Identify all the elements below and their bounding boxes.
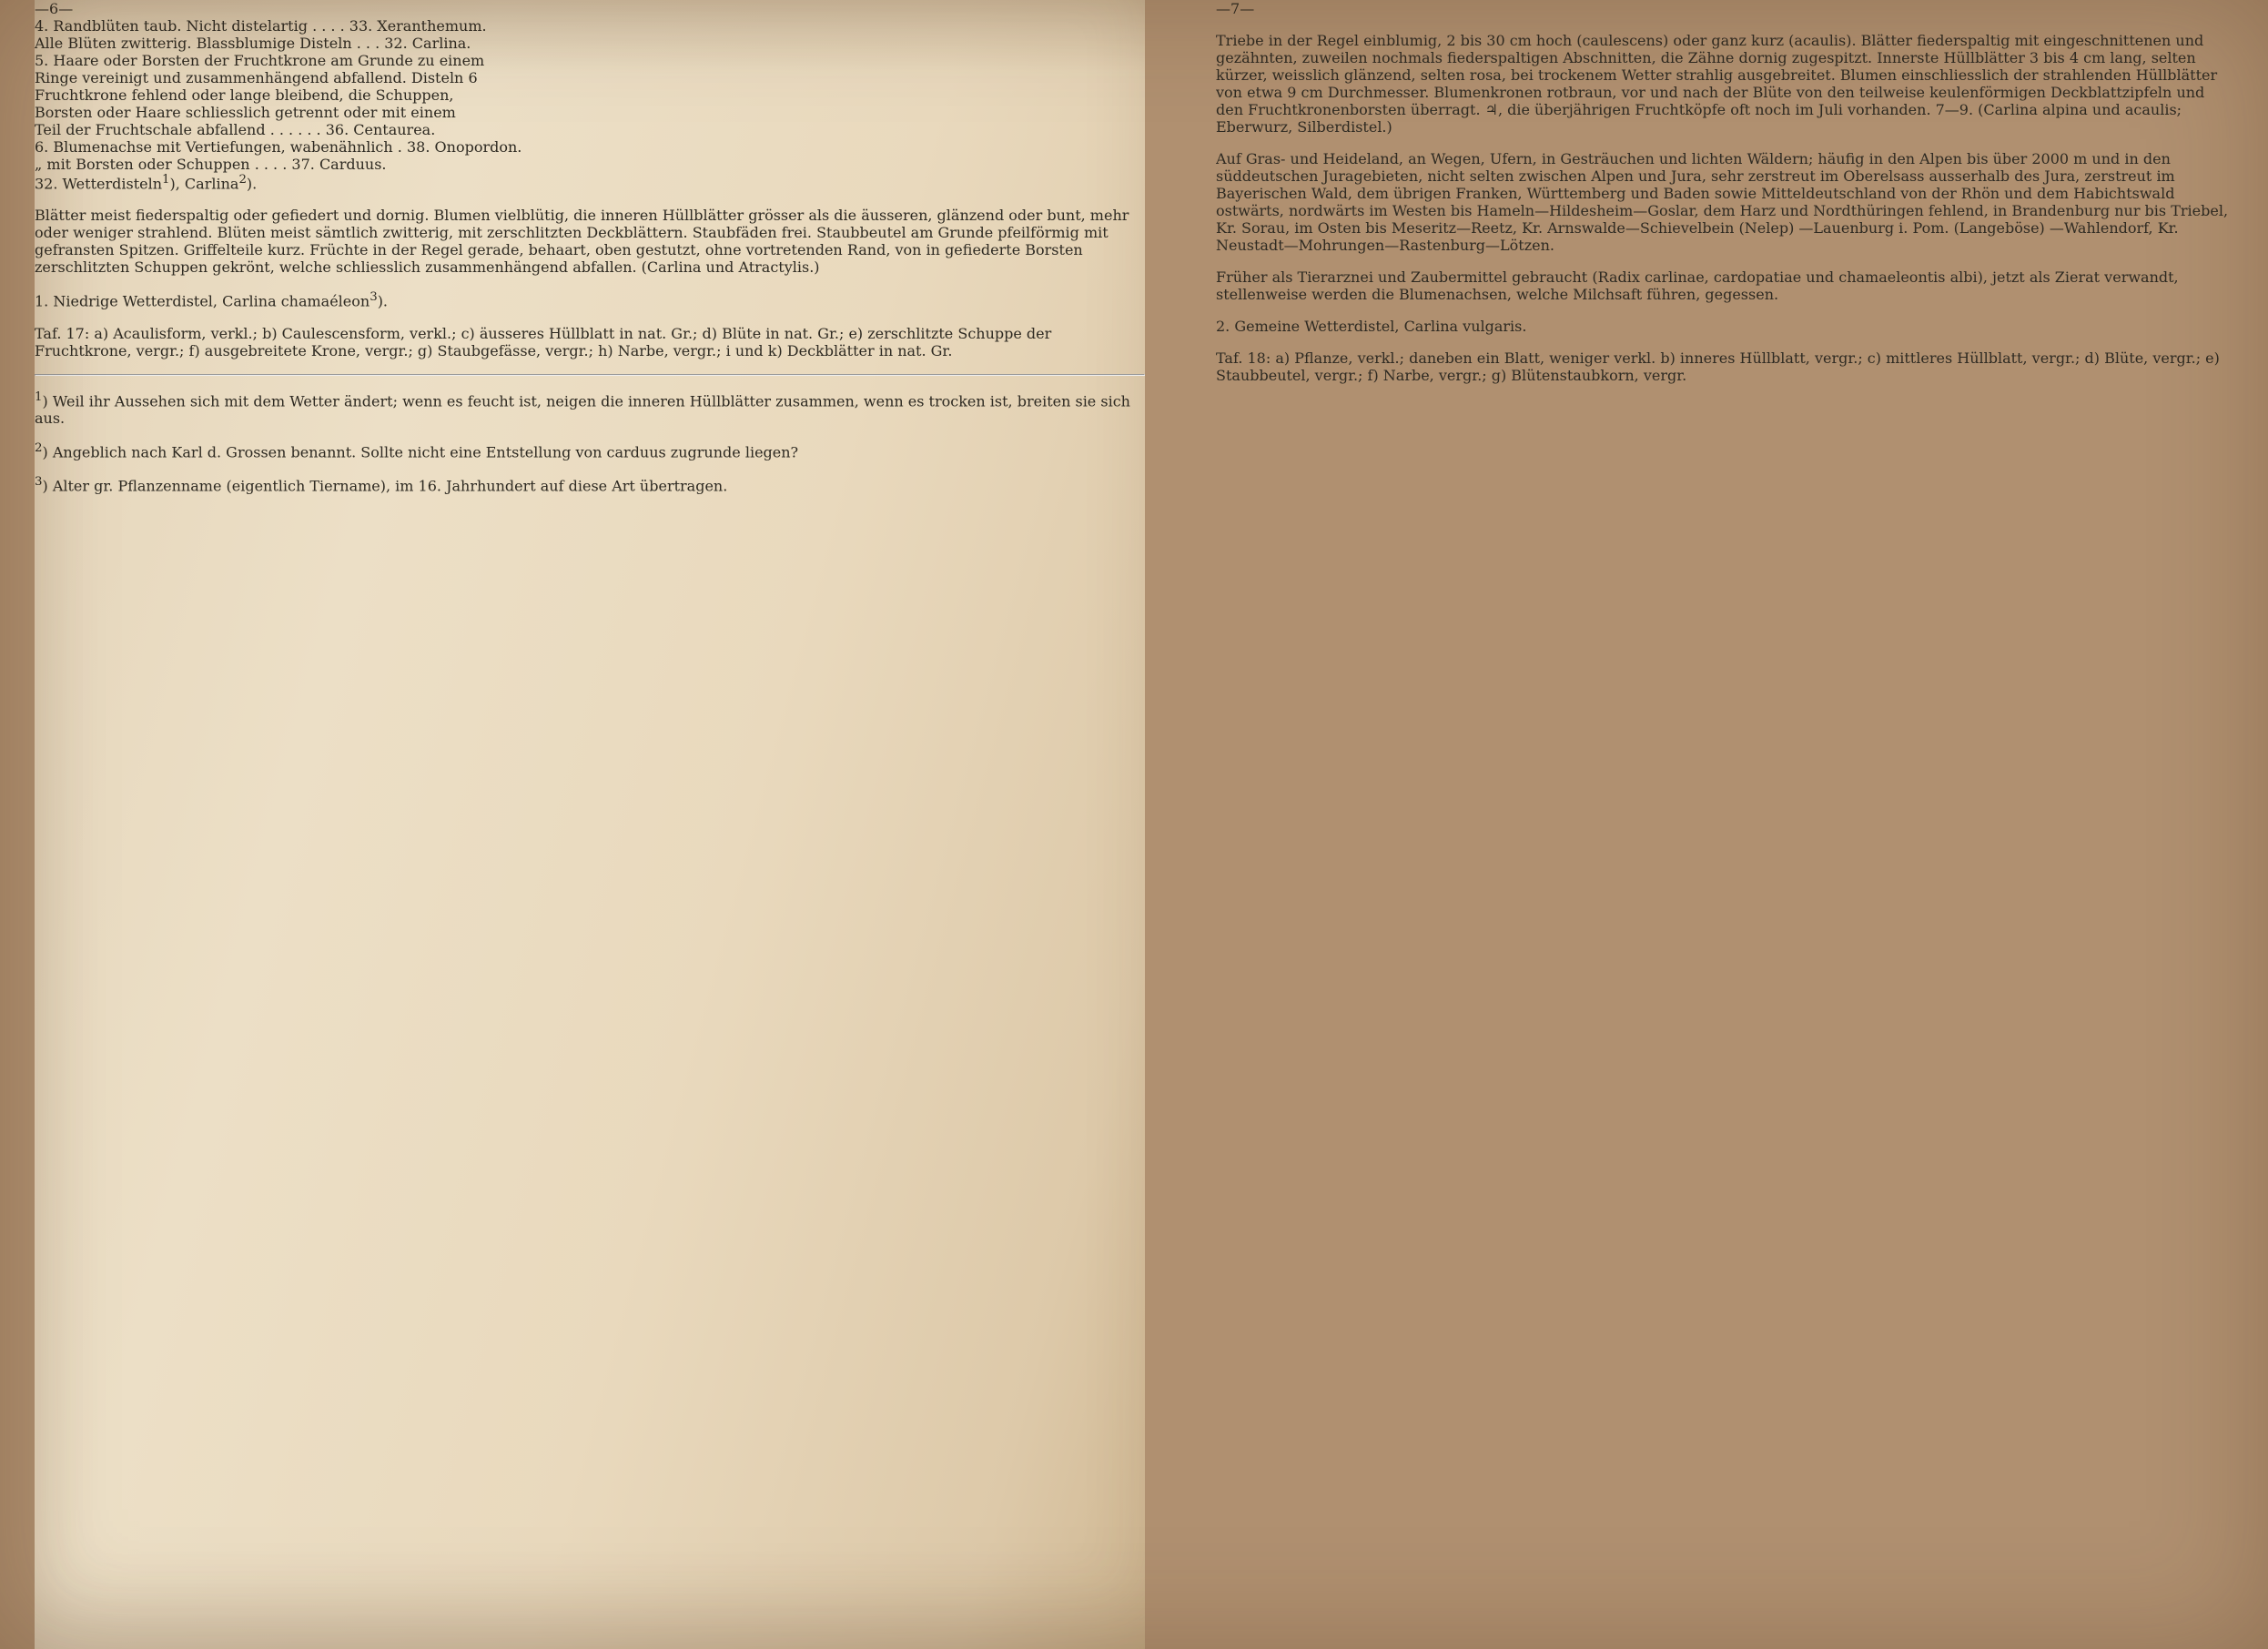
key-dot-leader: . . . . <box>254 156 288 173</box>
key-line <box>35 104 1145 121</box>
footnote-ref-3: 3 <box>370 290 378 305</box>
plate-18-text: a) Pflanze, verkl.; daneben ein Blatt, weniger verkl. b) inneres Hüllblatt, vergr.; c) mittleres Hüllblatt, vergr.; d) Blüte, vergr.; e) Staubbeutel, vergr.; f) Narbe, vergr.; g) Blütenstaubkorn, vergr. <box>1216 349 2220 384</box>
footnote-2-marker: 2 <box>35 440 43 455</box>
key-text: Borsten oder Haare schliesslich getrennt oder mit einem <box>35 104 456 121</box>
key-text: Blumenachse mit Vertiefungen, wabenähnlich <box>53 138 393 156</box>
identification-key <box>35 17 1145 173</box>
footnote-1-text: Weil ihr Aussehen sich mit dem Wetter ändert; wenn es feucht ist, neigen die inneren Hüllblätter zusammen, wenn es trocken ist, breiten sie sich aus. <box>35 391 1130 427</box>
key-line <box>35 17 1145 35</box>
page-number: 6 <box>49 0 59 17</box>
key-text: Teil der Fruchtschale abfallend <box>35 121 266 138</box>
key-line <box>35 35 1145 52</box>
species-1-end: ). <box>377 292 389 310</box>
header-dash: — <box>1216 0 1230 17</box>
header-dash: — <box>1240 0 1255 17</box>
key-genus-ref: 36. Centaurea. <box>325 121 436 138</box>
distribution-paragraph: Auf Gras- und Heideland, an Wegen, Ufern, in Gesträuchen und lichten Wäldern; häufig in den Alpen bis über 2000 m und in den süddeutschen Juragebieten, nicht selten zwischen Alpen und Jura, sehr zerstreut im Oberelsass ausserhalb des Jura, zerstreut im Bayerischen Wald, dem übrigen Franken, Württemberg und Baden sowie Mitteldeutschland von der Rhön und dem Habichtswald ostwärts, nordwärts im Westen bis Hameln—Hildesheim—Goslar, dem Harz und Nordthüringen fehlend, in Brandenburg nur bis Triebel, Kr. Sorau, im Osten bis Meseritz—Reetz, Kr. Arnswalde—Schievelbein (Nelep) —Lauenburg i. Pom. (Langeböse) —Wahlendorf, Kr. Neustadt—Mohrungen—Rastenburg—Lötzen. <box>1216 150 2229 254</box>
footnote-3 <box>35 475 1145 494</box>
footnote-2-paren: ) <box>42 443 48 461</box>
left-page <box>35 0 1145 1649</box>
footnote-2 <box>35 441 1145 460</box>
left-page-content <box>35 0 1145 495</box>
species-1-latin-name: Carlina chamaéleon <box>222 292 370 310</box>
ditto-mark: „ <box>35 156 43 173</box>
species-1-german-name: 1. Niedrige Wetterdistel <box>35 292 213 310</box>
genus-heading-sep: ), <box>169 175 185 193</box>
plate-18-caption <box>1216 349 2232 384</box>
species-1-description-paragraph: Triebe in der Regel einblumig, 2 bis 30 cm hoch (caulescens) oder ganz kurz (acaulis). Blätter fiederspaltig mit eingeschnittenen und gezähnten, zuweilen nochmals fiederspaltigen Abschnitten, die Zähne dornig zugespitzt. Innerste Hüllblätter 3 bis 4 cm lang, selten kürzer, weisslich glänzend, selten rosa, bei trockenem Wetter strahlig ausgebreitet. Blumen einschliesslich der strahlenden Hüllblätter von etwa 9 cm Durchmesser. Blumenkronen rotbraun, vor und nach der Blüte von den teilweise keulenförmigen Deckblattzipfeln und den Fruchtkronenborsten überragt. ♃, die überjährigen Fruchtköpfe oft noch im Juli vorhanden. 7—9. (Carlina alpina und acaulis; Eberwurz, Silberdistel.) <box>1216 32 2218 136</box>
key-text: Haare oder Borsten der Fruchtkrone am Grunde zu einem <box>53 52 485 69</box>
key-text: Alle Blüten zwitterig. Blassblumige Disteln <box>35 35 352 52</box>
key-genus-ref: 33. Xeranthemum. <box>349 17 487 35</box>
key-genus-ref: 38. Onopordon. <box>406 138 522 156</box>
genus-description-paragraph: Blätter meist fiederspaltig oder gefiedert und dornig. Blumen vielblütig, die inneren Hüllblätter grösser als die äusseren, glänzend oder bunt, mehr oder weniger strahlend. Blüten meist sämtlich zwitterig, mit zerschlitzten Deckblättern. Staubfäden frei. Staubbeutel am Grunde pfeilförmig mit gefransten Spitzen. Griffelteile kurz. Früchte in der Regel gerade, behaart, oben gestutzt, ohne vortretenden Rand, von in gefiederte Borsten zerschlitzten Schuppen gekrönt, welche schliesslich zusammenhängend abfallen. (Carlina und Atractylis.) <box>35 207 1129 277</box>
key-dot-leader: . . . <box>356 35 380 52</box>
right-page <box>1216 0 2232 1649</box>
key-number: 6. <box>35 138 49 156</box>
key-text: Fruchtkrone fehlend oder lange bleibend, die Schuppen, <box>35 86 454 104</box>
key-text: Randblüten taub. Nicht distelartig <box>53 17 308 35</box>
header-dash: — <box>35 0 49 17</box>
key-number: 5. <box>35 52 49 69</box>
uses-paragraph: Früher als Tierarznei und Zaubermittel gebraucht (Radix carlinae, cardopatiae und chamaeleontis albi), jetzt als Zierat verwandt, stellenweise werden die Blumenachsen, welche Milchsaft führen, gegessen. <box>1216 268 2179 303</box>
genus-heading <box>35 173 1145 192</box>
key-dot-leader: . <box>397 138 402 156</box>
footnote-ref-1: 1 <box>162 173 170 187</box>
genus-heading-german: 32. Wetterdisteln <box>35 175 163 193</box>
page-header-left <box>35 0 1145 17</box>
footnote-1-paren: ) <box>42 391 48 410</box>
page-header-right <box>1216 0 2232 17</box>
footnote-2-text: Angeblich nach Karl d. Grossen benannt. Sollte nicht eine Entstellung von carduus zugrunde liegen? <box>52 443 799 461</box>
plate-17-label: Taf. 17: <box>35 324 90 342</box>
plate-17-text: a) Acaulisform, verkl.; b) Caulescensform, verkl.; c) äusseres Hüllblatt in nat. Gr.; d) Blüte in nat. Gr.; e) zerschlitzte Schuppe der Fruchtkrone, vergr.; f) ausgebreitete Krone, vergr.; g) Staubgefässe, vergr.; h) Narbe, vergr.; i und k) Deckblätter in nat. Gr. <box>35 324 1052 359</box>
species-2-sep: , <box>1394 318 1404 335</box>
genus-heading-latin: Carlina <box>184 175 239 193</box>
footnote-3-marker: 3 <box>35 475 43 490</box>
key-line <box>35 138 1145 156</box>
header-dash: — <box>58 0 74 17</box>
footnote-1 <box>35 390 1145 427</box>
right-page-content <box>1216 0 2232 384</box>
key-line <box>35 52 1145 69</box>
key-number: 4. <box>35 17 49 35</box>
key-text: Ringe vereinigt und zusammenhängend abfallend. Disteln <box>35 69 464 86</box>
key-dot-leader: . . . . <box>312 17 345 35</box>
key-line <box>35 121 1145 138</box>
key-genus-ref: 32. Carlina. <box>384 35 471 52</box>
key-text: mit Borsten oder Schuppen <box>46 156 250 173</box>
footnote-1-marker: 1 <box>35 389 43 404</box>
key-dot-leader: . . . . . . <box>269 121 321 138</box>
species-1-heading <box>35 290 1145 309</box>
species-2-german-name: 2. Gemeine Wetterdistel <box>1216 318 1395 335</box>
key-genus-ref: 37. Carduus. <box>291 156 387 173</box>
plate-17-caption <box>35 325 1145 359</box>
footnote-3-paren: ) <box>42 477 48 495</box>
genus-heading-end: ). <box>246 175 258 193</box>
key-couplet-ref: 6 <box>468 69 478 86</box>
footnote-3-text: Alter gr. Pflanzenname (eigentlich Tiername), im 16. Jahrhundert auf diese Art übertragen. <box>52 477 728 495</box>
page-number: 7 <box>1230 0 1240 17</box>
species-1-sep: , <box>212 292 223 310</box>
footnote-separator <box>35 374 1145 376</box>
footnote-ref-2: 2 <box>238 173 247 187</box>
key-line <box>35 86 1145 104</box>
key-line <box>35 156 1145 173</box>
plate-18-label: Taf. 18: <box>1216 349 1271 367</box>
species-2-heading <box>1216 318 2232 335</box>
key-line <box>35 69 1145 86</box>
species-2-latin-name: Carlina vulgaris. <box>1403 318 1527 335</box>
